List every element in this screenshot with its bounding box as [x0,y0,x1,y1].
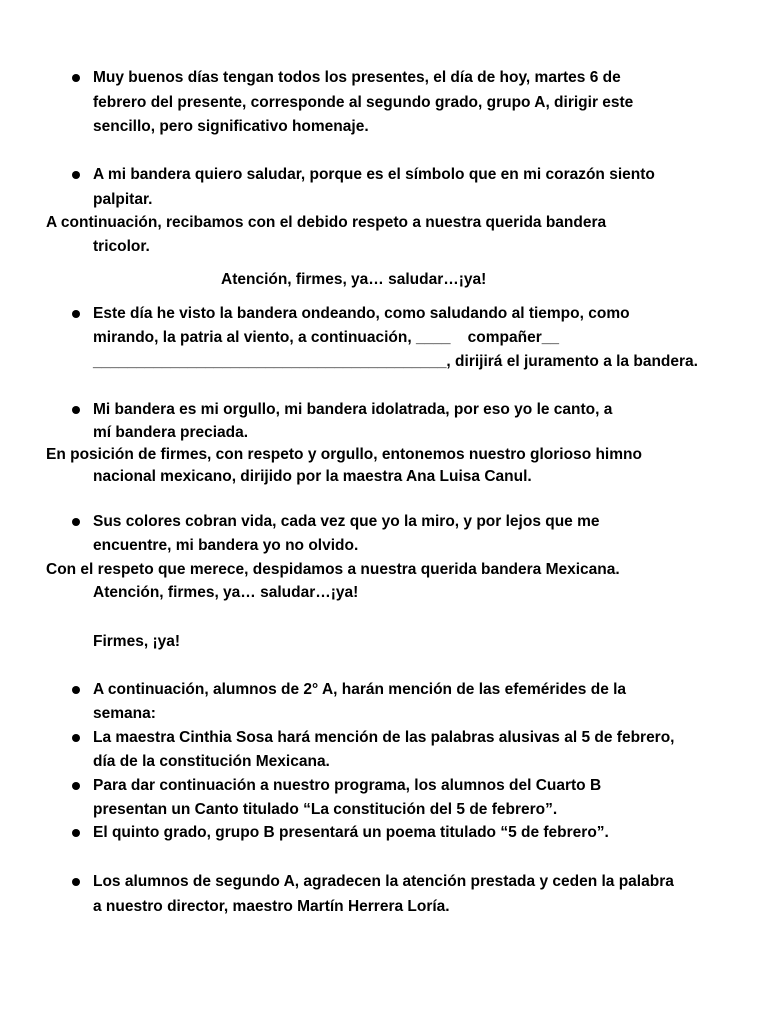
bullet-icon [72,518,80,526]
text-line: Mi bandera es mi orgullo, mi bandera idolatrada, por eso yo le canto, a [93,401,613,418]
text-line: A continuación, alumnos de 2° A, harán mención de las efemérides de la [93,681,627,698]
text-line: sencillo, pero significativo homenaje. [93,118,369,135]
text-line: Firmes, ¡ya! [93,633,181,650]
text-line: presentan un Canto titulado “La constitución del 5 de febrero”. [93,801,558,818]
text-line: mí bandera preciada. [93,424,249,441]
text-line: mirando, la patria al viento, a continuación, ____ compañer__ [93,329,560,346]
text-line: A continuación, recibamos con el debido respeto a nuestra querida bandera [46,214,607,231]
text-line: semana: [93,705,156,722]
text-line: Muy buenos días tengan todos los presentes, el día de hoy, martes 6 de [93,69,621,86]
bullet-icon [72,878,80,886]
bullet-icon [72,734,80,742]
text-line: El quinto grado, grupo B presentará un poema titulado “5 de febrero”. [93,824,609,841]
text-line: Sus colores cobran vida, cada vez que yo la miro, y por lejos que me [93,513,600,530]
bullet-icon [72,171,80,179]
text-line: Atención, firmes, ya… saludar…¡ya! [93,584,359,601]
bullet-icon [72,74,80,82]
text-line: palpitar. [93,191,153,208]
text-line: encuentre, mi bandera yo no olvido. [93,537,359,554]
text-line: Atención, firmes, ya… saludar…¡ya! [221,271,487,288]
text-line: Con el respeto que merece, despidamos a nuestra querida bandera Mexicana. [46,561,620,578]
bullet-icon [72,686,80,694]
text-line: Para dar continuación a nuestro programa, los alumnos del Cuarto B [93,777,602,794]
text-line: nacional mexicano, dirijido por la maestra Ana Luisa Canul. [93,468,532,485]
text-line: En posición de firmes, con respeto y orgullo, entonemos nuestro glorioso himno [46,446,642,463]
text-line: A mi bandera quiero saludar, porque es el símbolo que en mi corazón siento [93,166,655,183]
bullet-icon [72,406,80,414]
bullet-icon [72,782,80,790]
text-line: febrero del presente, corresponde al segundo grado, grupo A, dirigir este [93,94,634,111]
text-line: _________________________________________, dirijirá el juramento a la bandera. [93,353,698,370]
text-line: día de la constitución Mexicana. [93,753,330,770]
text-line: a nuestro director, maestro Martín Herrera Loría. [93,898,450,915]
bullet-icon [72,829,80,837]
bullet-icon [72,310,80,318]
text-line: La maestra Cinthia Sosa hará mención de las palabras alusivas al 5 de febrero, [93,729,675,746]
text-line: Los alumnos de segundo A, agradecen la atención prestada y ceden la palabra [93,873,674,890]
text-line: tricolor. [93,238,150,255]
text-line: Este día he visto la bandera ondeando, como saludando al tiempo, como [93,305,630,322]
